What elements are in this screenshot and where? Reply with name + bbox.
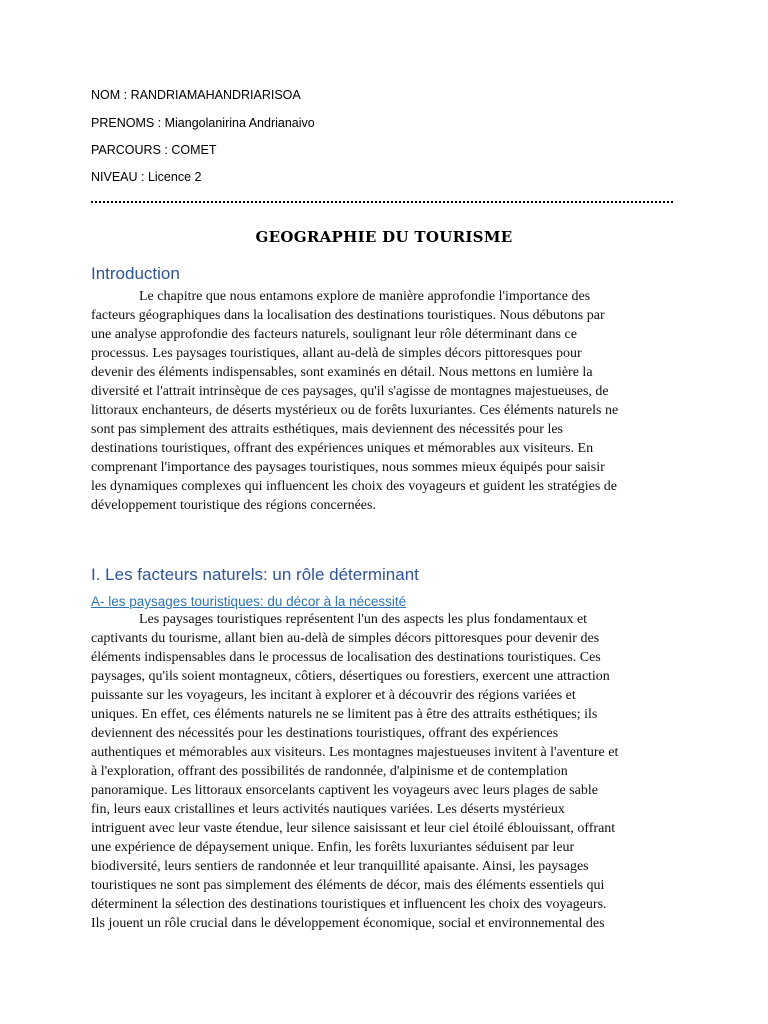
paragraph-line: à l'exploration, offrant des possibilités de randonnée, d'alpinisme et de contemplation <box>91 764 568 779</box>
paragraph-line: une analyse approfondie des facteurs naturels, soulignant leur rôle déterminant dans ce <box>91 327 577 342</box>
paragraph-line: destinations touristiques, offrant des expériences uniques et mémorables aux visiteurs. En <box>91 441 594 456</box>
paragraph-line: devenir des éléments indispensables, sont examinés en détail. Nous mettons en lumière la <box>91 365 593 380</box>
dotted-separator <box>91 201 673 203</box>
paragraph-line: puissante sur les voyageurs, les incitant à explorer et à découvrir des régions variées et <box>91 688 576 703</box>
section-1a-subheading: A- les paysages touristiques: du décor à la nécessité <box>91 594 407 609</box>
paragraph-line: authentiques et mémorables aux visiteurs. Les montagnes majestueuses invitent à l'aventure et <box>91 745 619 760</box>
paragraph-line: développement touristique des régions concernées. <box>91 498 376 513</box>
section-1-heading: I. Les facteurs naturels: un rôle déterminant <box>91 565 419 584</box>
section-1a-paragraph <box>91 610 691 933</box>
paragraph-line: littoraux enchanteurs, de déserts mystérieux ou de forêts luxuriantes. Ces éléments naturels ne <box>91 403 619 418</box>
document-title: GEOGRAPHIE DU TOURISME <box>255 228 513 246</box>
paragraph-line: biodiversité, leurs sentiers de randonnée et leur tranquillité apaisante. Ainsi, les paysages <box>91 859 589 874</box>
paragraph-line: touristiques ne sont pas simplement des éléments de décor, mais des éléments essentiels qui <box>91 878 605 893</box>
paragraph-line: paysages, qu'ils soient montagneux, côtiers, désertiques ou forestiers, exercent une attraction <box>91 669 610 684</box>
paragraph-line: processus. Les paysages touristiques, allant au-delà de simples décors pittoresques pour <box>91 346 582 361</box>
paragraph-line: déterminent la sélection des destinations touristiques et influencent les choix des voyageurs. <box>91 897 607 912</box>
paragraph-line: diversité et l'attrait intrinsèque de ces paysages, qu'il s'agisse de montagnes majestueuses, de <box>91 384 609 399</box>
student-name: NOM : RANDRIAMAHANDRIARISOA <box>91 88 301 102</box>
student-track: PARCOURS : COMET <box>91 143 217 157</box>
student-first-names: PRENOMS : Miangolanirina Andrianaivo <box>91 116 315 130</box>
introduction-heading: Introduction <box>91 264 180 283</box>
introduction-paragraph <box>91 287 691 515</box>
paragraph-line: une expérience de dépaysement unique. Enfin, les forêts luxuriantes séduisent par leur <box>91 840 575 855</box>
paragraph-line: uniques. En effet, ces éléments naturels ne se limitent pas à être des attraits esthétiques; ils <box>91 707 598 722</box>
paragraph-line: Le chapitre que nous entamons explore de manière approfondie l'importance des <box>139 289 591 304</box>
paragraph-line: deviennent des nécessités pour les destinations touristiques, offrant des expériences <box>91 726 559 741</box>
paragraph-line: intriguent avec leur vaste étendue, leur silence saisissant et leur ciel étoilé éblouissant, offrant <box>91 821 616 836</box>
paragraph-line: Les paysages touristiques représentent l'un des aspects les plus fondamentaux et <box>139 612 588 627</box>
paragraph-line: panoramique. Les littoraux ensorcelants captivent les voyageurs avec leurs plages de sable <box>91 783 598 798</box>
paragraph-line: comprenant l'importance des paysages touristiques, nous sommes mieux équipés pour saisir <box>91 460 605 475</box>
paragraph-line: facteurs géographiques dans la localisation des destinations touristiques. Nous débutons par <box>91 308 605 323</box>
paragraph-line: les dynamiques complexes qui influencent les choix des voyageurs et guident les stratégies de <box>91 479 618 494</box>
paragraph-line: fin, leurs eaux cristallines et leurs activités nautiques variées. Les déserts mystérieux <box>91 802 565 817</box>
paragraph-line: éléments indispensables dans le processus de localisation des destinations touristiques. Ces <box>91 650 601 665</box>
paragraph-line: Ils jouent un rôle crucial dans le développement économique, social et environnemental des <box>91 916 605 931</box>
student-level: NIVEAU : Licence 2 <box>91 170 202 184</box>
paragraph-line: sont pas simplement des attraits esthétiques, mais deviennent des nécessités pour les <box>91 422 564 437</box>
paragraph-line: captivants du tourisme, allant bien au-delà de simples décors pittoresques pour devenir des <box>91 631 600 646</box>
